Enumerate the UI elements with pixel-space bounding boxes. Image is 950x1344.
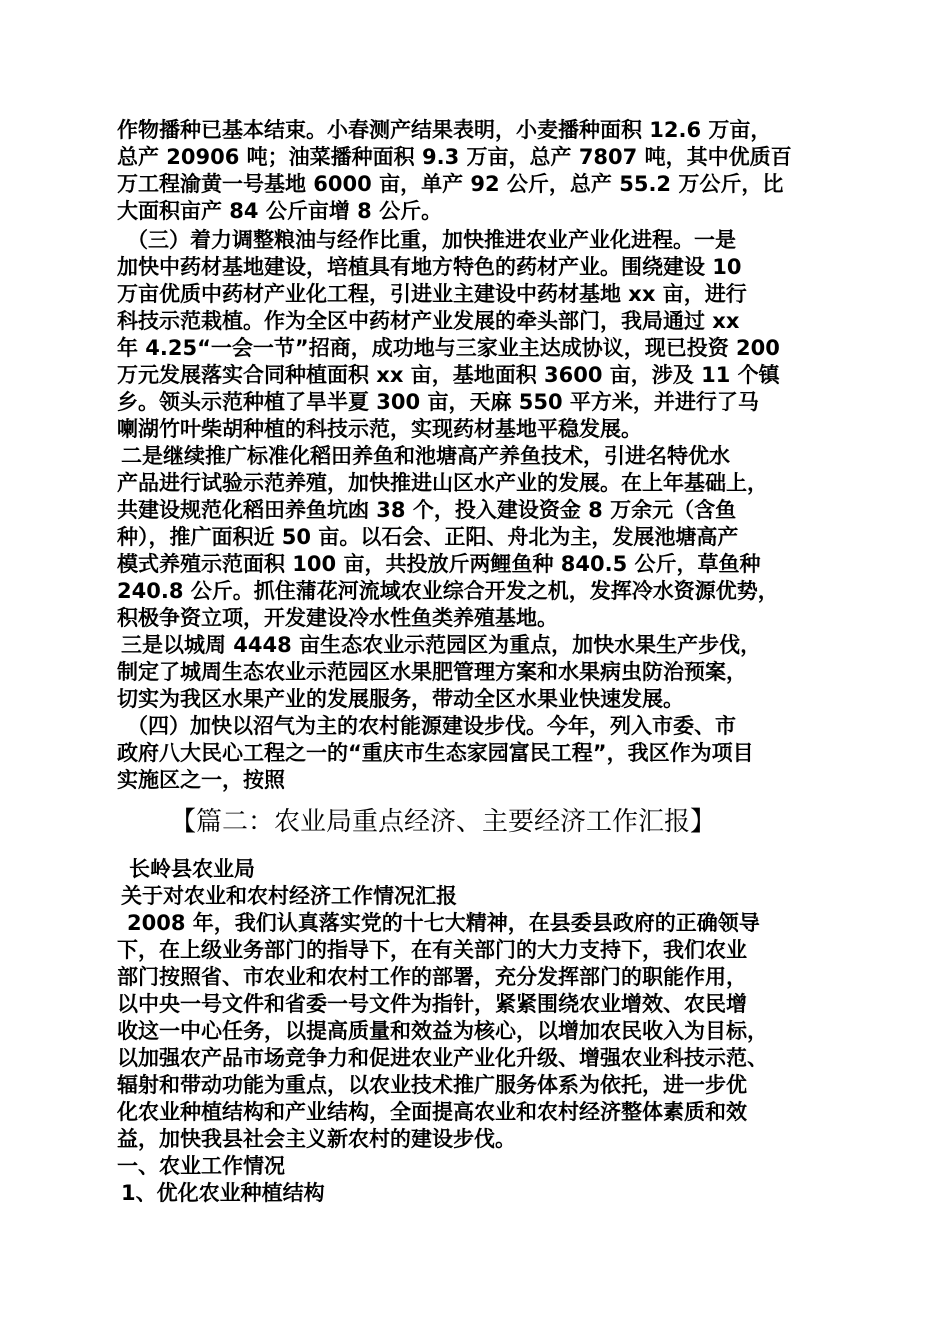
body-text-line: 政府八大民心工程之一的“重庆市生态家园富民工程”，我区作为项目 [117, 741, 754, 765]
body-text-line: 实施区之一，按照 [117, 768, 285, 792]
body-text-line: 科技示范栽植。作为全区中药材产业发展的牵头部门，我局通过 xx [117, 309, 740, 333]
body-text-line: 产品进行试验示范养殖，加快推进山区水产业的发展。在上年基础上， [117, 471, 768, 495]
body-text-line: 喇湖竹叶柴胡种植的科技示范，实现药材基地平稳发展。 [117, 417, 642, 441]
paragraph-start: 2008 年，我们认真落实党的十七大精神，在县委县政府的正确领导 [127, 911, 760, 935]
body-text-line: 化农业种植结构和产业结构，全面提高农业和农村经济整体素质和效 [117, 1100, 747, 1124]
body-text-line: 下，在上级业务部门的指导下，在有关部门的大力支持下，我们农业 [117, 938, 747, 962]
body-text-line: 收这一中心任务，以提高质量和效益为核心，以增加农民收入为目标， [117, 1019, 768, 1043]
body-text-line: 作物播种已基本结束。小春测产结果表明，小麦播种面积 12.6 万亩， [117, 118, 772, 142]
body-text-line: 部门按照省、市农业和农村工作的部署，充分发挥部门的职能作用， [117, 965, 747, 989]
body-text-line: 积极争资立项，开发建设冷水性鱼类养殖基地。 [117, 606, 558, 630]
body-text-line: 一、农业工作情况 [117, 1154, 285, 1178]
paragraph-start: 三是以城周 4448 亩生态农业示范园区为重点，加快水果生产步伐， [121, 633, 762, 657]
body-text-line: 制定了城周生态农业示范园区水果肥管理方案和水果病虫防治预案， [117, 660, 747, 684]
body-text-line: 大面积亩产 84 公斤亩增 8 公斤。 [117, 199, 443, 223]
section-paragraph-start: （三）着力调整粮油与经作比重，加快推进农业产业化进程。一是 [127, 228, 736, 252]
author-line: 长岭县农业局 [129, 857, 255, 881]
subsection-heading: 1、优化农业种植结构 [121, 1181, 325, 1205]
body-text-line: 种），推广面积近 50 亩。以石会、正阳、舟北为主，发展池塘高产 [117, 525, 739, 549]
body-text-line: 万工程渝黄一号基地 6000 亩，单产 92 公斤，总产 55.2 万公斤，比 [117, 172, 784, 196]
body-text-line: 益，加快我县社会主义新农村的建设步伐。 [117, 1127, 516, 1151]
body-text-line: 共建设规范化稻田养鱼坑凼 38 个，投入建设资金 8 万余元（含鱼 [117, 498, 737, 522]
body-text-line: 总产 20906 吨；油菜播种面积 9.3 万亩，总产 7807 吨，其中优质百 [117, 145, 792, 169]
section-paragraph-start: （四）加快以沼气为主的农村能源建设步伐。今年，列入市委、市 [127, 714, 736, 738]
body-text-line: 以中央一号文件和省委一号文件为指针，紧紧围绕农业增效、农民增 [117, 992, 747, 1016]
body-text-line: 加快中药材基地建设，培植具有地方特色的药材产业。围绕建设 10 [117, 255, 742, 279]
body-text-line: 切实为我区水果产业的发展服务，带动全区水果业快速发展。 [117, 687, 684, 711]
section-heading: 【篇二：农业局重点经济、主要经济工作汇报】 [170, 807, 717, 837]
body-text-line: 以加强农产品市场竞争力和促进农业产业化升级、增强农业科技示范、 [117, 1046, 768, 1070]
report-title: 关于对农业和农村经济工作情况汇报 [121, 884, 457, 908]
paragraph-start: 二是继续推广标准化稻田养鱼和池塘高产养鱼技术，引进名特优水 [121, 444, 730, 468]
body-text-line: 辐射和带动功能为重点，以农业技术推广服务体系为依托，进一步优 [117, 1073, 747, 1097]
body-text-line: 年 4.25“一会一节”招商，成功地与三家业主达成协议，现已投资 200 [117, 336, 780, 360]
body-text-line: 模式养殖示范面积 100 亩，共投放斤两鲤鱼种 840.5 公斤，草鱼种 [117, 552, 761, 576]
body-text-line: 万元发展落实合同种植面积 xx 亩，基地面积 3600 亩，涉及 11 个镇 [117, 363, 780, 387]
body-text-line: 万亩优质中药材产业化工程，引进业主建设中药材基地 xx 亩，进行 [117, 282, 747, 306]
body-text-line: 240.8 公斤。抓住蒲花河流域农业综合开发之机，发挥冷水资源优势， [117, 579, 779, 603]
body-text-line: 乡。领头示范种植了旱半夏 300 亩，天麻 550 平方米，并进行了马 [117, 390, 759, 414]
